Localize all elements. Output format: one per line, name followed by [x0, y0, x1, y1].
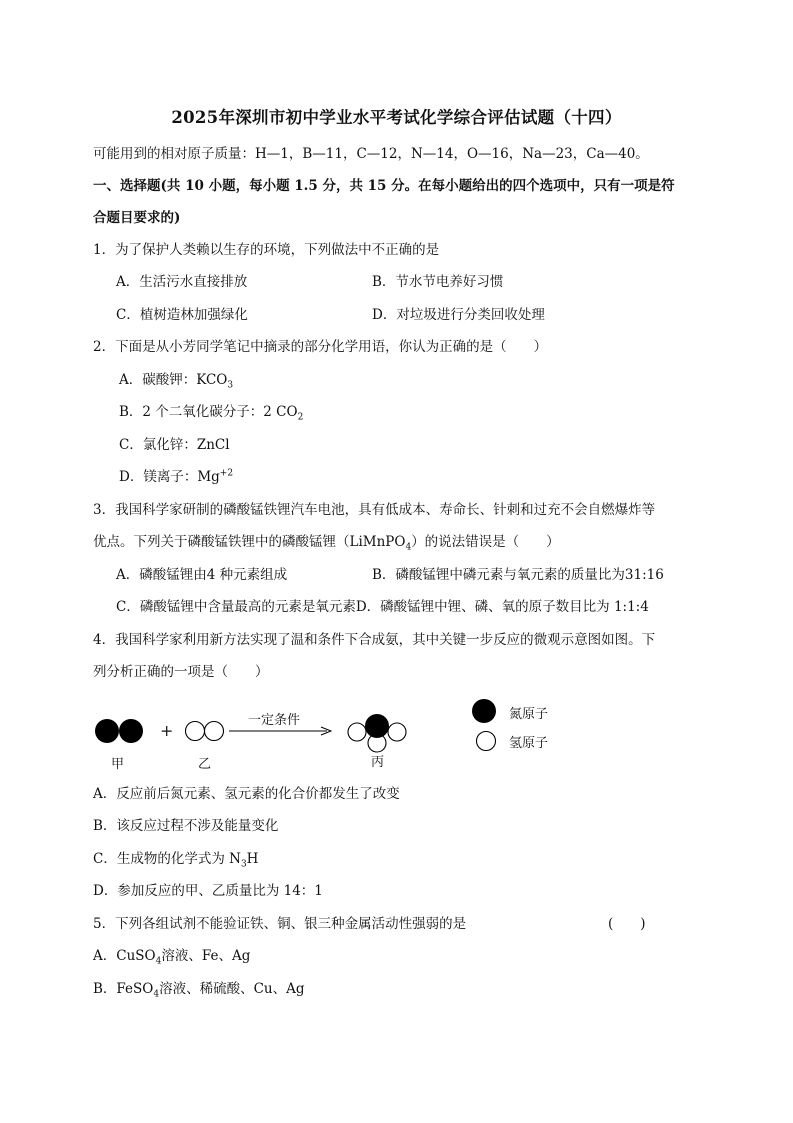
label-jia: 甲 — [111, 757, 125, 772]
label-yi: 乙 — [198, 757, 212, 772]
question-4-option-a: A．反应前后氮元素、氢元素的化合价都发生了改变 — [93, 786, 400, 802]
question-2-option-b: B．2 个二氧化碳分子：2 $CO_2$ — [119, 404, 304, 423]
question-5-answer-bracket: ( ) — [608, 916, 646, 932]
question-1-option-a: A．生活污水直接排放 — [116, 274, 248, 290]
question-1-option-b: B．节水节电养好习惯 — [372, 274, 504, 290]
question-1-option-c: C．植树造林加强绿化 — [116, 307, 248, 323]
question-2-stem: 2．下面是从小芳同学笔记中摘录的部分化学用语，你认为正确的是（ ） — [93, 339, 548, 355]
hydrogen-atom-icon — [205, 722, 224, 741]
question-5-stem: 5．下列各组试剂不能验证铁、铜、银三种金属活动性强弱的是 — [93, 916, 467, 932]
question-5-option-b: B．FeSO$_4$溶液、稀硫酸、Cu、Ag — [93, 981, 305, 1000]
page-title: 2025年深圳市初中学业水平考试化学综合评估试题（十四） — [171, 108, 622, 127]
question-3-stem-line2: 优点。下列关于磷酸锰铁锂中的磷酸锰锂（LiMnPO$_4$）的说法错误是（ ） — [93, 534, 560, 553]
question-1-option-d: D．对垃圾进行分类回收处理 — [372, 307, 545, 323]
legend-nitrogen-label: 氮原子 — [509, 707, 549, 722]
question-3-option-b: B．磷酸锰锂中磷元素与氧元素的质量比为31:16 — [372, 567, 664, 583]
legend-hydrogen-atom-icon — [477, 732, 496, 751]
hydrogen-atom-icon — [388, 723, 406, 741]
question-4-option-d: D．参加反应的甲、乙质量比为 14：1 — [93, 883, 323, 899]
atomic-mass-note: 可能用到的相对原子质量：H—1，B—11，C—12，N—14，O—16，Na—23，Ca—40。 — [93, 146, 649, 162]
question-5-option-a: A．CuSO$_4$溶液、Fe、Ag — [93, 948, 251, 967]
question-4-option-c: C．生成物的化学式为 $N_3H$ — [93, 851, 259, 870]
legend-nitrogen-atom-icon — [472, 699, 496, 723]
question-2-option-d: D．镁离子：$Mg^{+2}$ — [119, 468, 234, 485]
question-3-option-a: A．磷酸锰锂由4 种元素组成 — [116, 567, 288, 583]
question-3-option-c-d: C．磷酸锰锂中含量最高的元素是氧元素D．磷酸锰锂中锂、磷、氧的原子数目比为 1:1:4 — [116, 599, 649, 615]
hydrogen-atom-icon — [348, 723, 366, 741]
plus-sign: + — [160, 721, 174, 740]
question-3-stem-line1: 3．我国科学家研制的磷酸锰铁锂汽车电池，具有低成本、寿命长、针刺和过充不会自燃爆炸等 — [93, 502, 656, 518]
question-4-option-b: B．该反应过程不涉及能量变化 — [93, 818, 279, 834]
question-2-option-a: A．碳酸钾：$KCO_3$ — [119, 372, 234, 391]
nitrogen-atom-icon — [365, 714, 389, 738]
nitrogen-atom-icon — [119, 719, 143, 743]
nitrogen-atom-icon — [95, 719, 119, 743]
label-bing: 丙 — [371, 755, 385, 770]
reaction-diagram — [0, 690, 793, 780]
section-heading-line1: 一、选择题(共 10 小题，每小题 1.5 分，共 15 分。在每小题给出的四个选项中，只有一项是符 — [93, 178, 675, 194]
legend-hydrogen-label: 氢原子 — [509, 736, 549, 751]
question-4-stem-line1: 4．我国科学家利用新方法实现了温和条件下合成氨，其中关键一步反应的微观示意图如图。下 — [93, 632, 656, 648]
reaction-condition: 一定条件 — [248, 713, 301, 728]
question-1-stem: 1．为了保护人类赖以生存的环境，下列做法中不正确的是 — [93, 242, 440, 258]
question-2-option-c: C．氯化锌：ZnCl — [119, 437, 230, 453]
section-heading-line2: 合题目要求的) — [93, 210, 181, 226]
question-4-stem-line2: 列分析正确的一项是（ ） — [93, 664, 269, 680]
hydrogen-atom-icon — [186, 722, 205, 741]
